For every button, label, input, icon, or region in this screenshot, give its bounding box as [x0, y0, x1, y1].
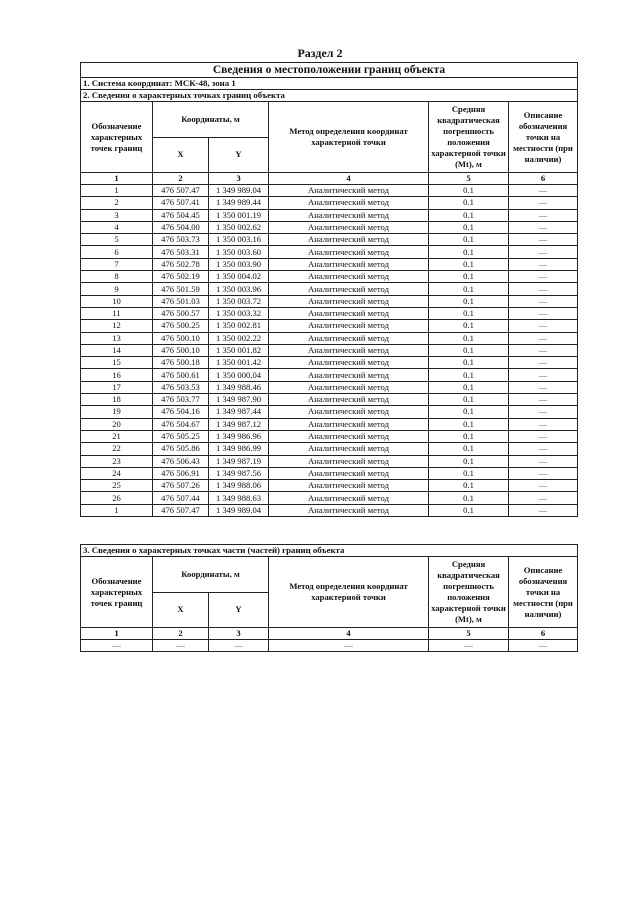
method: Аналитический метод: [269, 283, 429, 295]
table-row: [81, 492, 578, 504]
column-number: 3: [209, 628, 269, 640]
description: —: [509, 221, 578, 233]
point-number: 2: [81, 197, 153, 209]
method: Аналитический метод: [269, 271, 429, 283]
table-row: [81, 369, 578, 381]
accuracy-value: 0.1: [429, 283, 509, 295]
description: —: [509, 640, 578, 652]
table-row: [81, 295, 578, 307]
point-number: 25: [81, 480, 153, 492]
column-number: 6: [509, 173, 578, 185]
method: Аналитический метод: [269, 295, 429, 307]
column-number: 2: [153, 173, 209, 185]
accuracy-value: 0.1: [429, 455, 509, 467]
table-row: [81, 283, 578, 295]
table-row: [81, 640, 578, 652]
column-number: 4: [269, 628, 429, 640]
x-coordinate: 476 504.00: [153, 221, 209, 233]
table-row: [81, 271, 578, 283]
point-number: 16: [81, 369, 153, 381]
column-number: 2: [153, 628, 209, 640]
x-coordinate: 476 500.25: [153, 320, 209, 332]
header-x: X: [153, 137, 209, 173]
method: Аналитический метод: [269, 307, 429, 319]
accuracy-value: —: [429, 640, 509, 652]
y-coordinate: 1 350 004.02: [209, 271, 269, 283]
y-coordinate: 1 350 002.62: [209, 221, 269, 233]
accuracy-value: 0.1: [429, 197, 509, 209]
description: —: [509, 332, 578, 344]
point-number: 20: [81, 418, 153, 430]
y-coordinate: 1 350 003.60: [209, 246, 269, 258]
table-row: [81, 185, 578, 197]
x-coordinate: 476 507.44: [153, 492, 209, 504]
x-coordinate: 476 505.25: [153, 430, 209, 442]
method: Аналитический метод: [269, 504, 429, 516]
x-coordinate: 476 501.59: [153, 283, 209, 295]
header-accuracy: Средняя квадратическая погрешность положения характерной точки (Mt), м: [429, 102, 509, 173]
method: Аналитический метод: [269, 455, 429, 467]
method: Аналитический метод: [269, 467, 429, 479]
description: —: [509, 307, 578, 319]
accuracy-value: 0.1: [429, 258, 509, 270]
description: —: [509, 185, 578, 197]
y-coordinate: 1 350 001.42: [209, 357, 269, 369]
method: Аналитический метод: [269, 418, 429, 430]
description: —: [509, 209, 578, 221]
table-row: [81, 234, 578, 246]
method: Аналитический метод: [269, 221, 429, 233]
y-coordinate: 1 349 989.44: [209, 197, 269, 209]
column-number: 3: [209, 173, 269, 185]
accuracy-value: 0.1: [429, 246, 509, 258]
x-coordinate: 476 502.78: [153, 258, 209, 270]
header-description: Описание обозначения точки на местности (при наличии): [509, 102, 578, 173]
point-number: 15: [81, 357, 153, 369]
y-coordinate: 1 350 003.32: [209, 307, 269, 319]
header-method: Метод определения координат характерной точки: [269, 102, 429, 173]
x-coordinate: 476 500.10: [153, 344, 209, 356]
point-number: 7: [81, 258, 153, 270]
table-row: [81, 332, 578, 344]
description: —: [509, 480, 578, 492]
table-row: [81, 246, 578, 258]
coordinate-system: 1. Система координат: МСК-48, зона 1: [81, 78, 578, 90]
table-row: [81, 467, 578, 479]
x-coordinate: 476 506.43: [153, 455, 209, 467]
table-row: [81, 418, 578, 430]
y-coordinate: 1 349 987.19: [209, 455, 269, 467]
header-y: Y: [209, 137, 269, 173]
x-coordinate: 476 504.45: [153, 209, 209, 221]
header-accuracy: Средняя квадратическая погрешность положения характерной точки (Mt), м: [429, 557, 509, 628]
x-coordinate: 476 507.47: [153, 504, 209, 516]
description: —: [509, 258, 578, 270]
description: —: [509, 443, 578, 455]
y-coordinate: 1 349 986.99: [209, 443, 269, 455]
x-coordinate: 476 501.03: [153, 295, 209, 307]
y-coordinate: 1 350 003.96: [209, 283, 269, 295]
point-number: 24: [81, 467, 153, 479]
description: —: [509, 467, 578, 479]
point-number: —: [81, 640, 153, 652]
table-row: [81, 344, 578, 356]
description: —: [509, 295, 578, 307]
accuracy-value: 0.1: [429, 221, 509, 233]
accuracy-value: 0.1: [429, 209, 509, 221]
description: —: [509, 357, 578, 369]
accuracy-value: 0.1: [429, 492, 509, 504]
method: Аналитический метод: [269, 209, 429, 221]
point-number: 26: [81, 492, 153, 504]
method: Аналитический метод: [269, 246, 429, 258]
accuracy-value: 0.1: [429, 295, 509, 307]
accuracy-value: 0.1: [429, 467, 509, 479]
description: —: [509, 271, 578, 283]
y-coordinate: 1 349 987.44: [209, 406, 269, 418]
accuracy-value: 0.1: [429, 320, 509, 332]
description: —: [509, 406, 578, 418]
method: Аналитический метод: [269, 320, 429, 332]
accuracy-value: 0.1: [429, 357, 509, 369]
point-number: 19: [81, 406, 153, 418]
method: Аналитический метод: [269, 234, 429, 246]
points-section-title: 2. Сведения о характерных точках границ объекта: [81, 90, 578, 102]
x-coordinate: 476 503.77: [153, 394, 209, 406]
table-row: [81, 406, 578, 418]
x-coordinate: —: [153, 640, 209, 652]
table-row: [81, 197, 578, 209]
method: Аналитический метод: [269, 480, 429, 492]
method: Аналитический метод: [269, 406, 429, 418]
table-row: [81, 504, 578, 516]
y-coordinate: 1 350 001.82: [209, 344, 269, 356]
y-coordinate: 1 350 002.81: [209, 320, 269, 332]
y-coordinate: 1 349 987.90: [209, 394, 269, 406]
table-row: [81, 480, 578, 492]
y-coordinate: 1 350 002.22: [209, 332, 269, 344]
method: Аналитический метод: [269, 492, 429, 504]
description: —: [509, 234, 578, 246]
method: Аналитический метод: [269, 258, 429, 270]
table-row: [81, 455, 578, 467]
description: —: [509, 320, 578, 332]
y-coordinate: 1 349 987.12: [209, 418, 269, 430]
x-coordinate: 476 500.10: [153, 332, 209, 344]
method: Аналитический метод: [269, 369, 429, 381]
method: Аналитический метод: [269, 332, 429, 344]
y-coordinate: 1 349 989.04: [209, 504, 269, 516]
description: —: [509, 246, 578, 258]
accuracy-value: 0.1: [429, 185, 509, 197]
header-y: Y: [209, 592, 269, 628]
y-coordinate: 1 350 003.72: [209, 295, 269, 307]
table-row: [81, 381, 578, 393]
point-number: 9: [81, 283, 153, 295]
x-coordinate: 476 504.67: [153, 418, 209, 430]
accuracy-value: 0.1: [429, 418, 509, 430]
method: —: [269, 640, 429, 652]
description: —: [509, 197, 578, 209]
column-number: 4: [269, 173, 429, 185]
y-coordinate: 1 349 988.06: [209, 480, 269, 492]
description: —: [509, 344, 578, 356]
column-number: 1: [81, 628, 153, 640]
table-row: [81, 221, 578, 233]
header-coordinates: Координаты, м: [153, 102, 269, 138]
point-number: 21: [81, 430, 153, 442]
accuracy-value: 0.1: [429, 369, 509, 381]
x-coordinate: 476 503.31: [153, 246, 209, 258]
y-coordinate: 1 349 988.46: [209, 381, 269, 393]
description: —: [509, 394, 578, 406]
point-number: 22: [81, 443, 153, 455]
table-row: [81, 320, 578, 332]
y-coordinate: 1 350 003.16: [209, 234, 269, 246]
part-boundary-points-table: [80, 544, 578, 652]
point-number: 8: [81, 271, 153, 283]
y-coordinate: —: [209, 640, 269, 652]
point-number: 12: [81, 320, 153, 332]
column-number: 6: [509, 628, 578, 640]
y-coordinate: 1 350 003.90: [209, 258, 269, 270]
point-number: 4: [81, 221, 153, 233]
table-row: [81, 357, 578, 369]
table-row: [81, 430, 578, 442]
method: Аналитический метод: [269, 357, 429, 369]
accuracy-value: 0.1: [429, 480, 509, 492]
table-row: [81, 209, 578, 221]
point-number: 1: [81, 504, 153, 516]
table-row: [81, 258, 578, 270]
description: —: [509, 369, 578, 381]
x-coordinate: 476 505.86: [153, 443, 209, 455]
x-coordinate: 476 503.53: [153, 381, 209, 393]
table-row: [81, 394, 578, 406]
x-coordinate: 476 507.47: [153, 185, 209, 197]
accuracy-value: 0.1: [429, 504, 509, 516]
column-number: 5: [429, 173, 509, 185]
description: —: [509, 283, 578, 295]
x-coordinate: 476 500.18: [153, 357, 209, 369]
accuracy-value: 0.1: [429, 271, 509, 283]
x-coordinate: 476 507.41: [153, 197, 209, 209]
point-number: 5: [81, 234, 153, 246]
description: —: [509, 455, 578, 467]
description: —: [509, 430, 578, 442]
method: Аналитический метод: [269, 197, 429, 209]
accuracy-value: 0.1: [429, 234, 509, 246]
point-number: 13: [81, 332, 153, 344]
point-number: 14: [81, 344, 153, 356]
point-number: 10: [81, 295, 153, 307]
description: —: [509, 492, 578, 504]
section-banner: Сведения о местоположении границ объекта: [81, 63, 578, 78]
accuracy-value: 0.1: [429, 307, 509, 319]
point-number: 11: [81, 307, 153, 319]
accuracy-value: 0.1: [429, 381, 509, 393]
point-number: 3: [81, 209, 153, 221]
header-designation: Обозначение характерных точек границ: [81, 102, 153, 173]
accuracy-value: 0.1: [429, 430, 509, 442]
x-coordinate: 476 506.91: [153, 467, 209, 479]
accuracy-value: 0.1: [429, 344, 509, 356]
header-designation: Обозначение характерных точек границ: [81, 557, 153, 628]
accuracy-value: 0.1: [429, 406, 509, 418]
method: Аналитический метод: [269, 344, 429, 356]
y-coordinate: 1 350 001.19: [209, 209, 269, 221]
part-section-title: 3. Сведения о характерных точках части (частей) границ объекта: [81, 545, 578, 557]
column-number: 1: [81, 173, 153, 185]
accuracy-value: 0.1: [429, 394, 509, 406]
x-coordinate: 476 507.26: [153, 480, 209, 492]
method: Аналитический метод: [269, 381, 429, 393]
point-number: 18: [81, 394, 153, 406]
y-coordinate: 1 349 988.63: [209, 492, 269, 504]
y-coordinate: 1 349 986.96: [209, 430, 269, 442]
table-row: [81, 443, 578, 455]
description: —: [509, 504, 578, 516]
description: —: [509, 381, 578, 393]
accuracy-value: 0.1: [429, 332, 509, 344]
x-coordinate: 476 502.19: [153, 271, 209, 283]
point-number: 17: [81, 381, 153, 393]
header-method: Метод определения координат характерной точки: [269, 557, 429, 628]
accuracy-value: 0.1: [429, 443, 509, 455]
boundary-points-table: [80, 62, 578, 517]
point-number: 23: [81, 455, 153, 467]
table-row: [81, 307, 578, 319]
method: Аналитический метод: [269, 185, 429, 197]
description: —: [509, 418, 578, 430]
method: Аналитический метод: [269, 443, 429, 455]
x-coordinate: 476 503.73: [153, 234, 209, 246]
point-number: 6: [81, 246, 153, 258]
y-coordinate: 1 350 000.04: [209, 369, 269, 381]
method: Аналитический метод: [269, 430, 429, 442]
point-number: 1: [81, 185, 153, 197]
y-coordinate: 1 349 987.56: [209, 467, 269, 479]
x-coordinate: 476 504.16: [153, 406, 209, 418]
method: Аналитический метод: [269, 394, 429, 406]
x-coordinate: 476 500.57: [153, 307, 209, 319]
header-x: X: [153, 592, 209, 628]
section-title: Раздел 2: [297, 46, 343, 60]
column-number: 5: [429, 628, 509, 640]
header-description: Описание обозначения точки на местности (при наличии): [509, 557, 578, 628]
header-coordinates: Координаты, м: [153, 557, 269, 593]
x-coordinate: 476 500.61: [153, 369, 209, 381]
y-coordinate: 1 349 989.04: [209, 185, 269, 197]
